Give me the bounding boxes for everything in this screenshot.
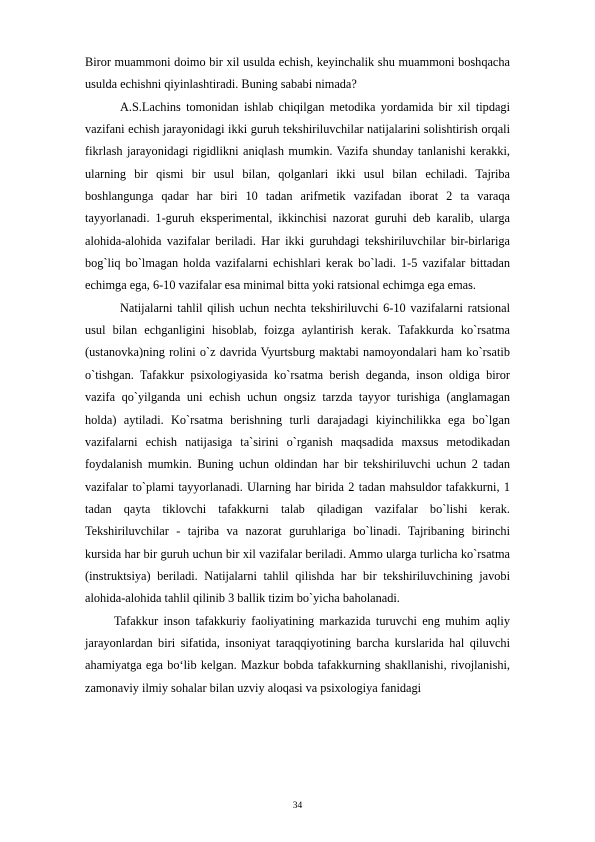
- paragraph-lachins-method: A.S.Lachins tomonidan ishlab chiqilgan metodika yordamida bir xil tipdagi vazifani echish jarayonidagi ikki guruh tekshiriluvchilar natijalarini solishtirish orqali fikrlash jarayonidagi rigidlikni aniqlash mumkin. Vazifa shunday tanlanishi kerakki, ularning bir qismi bir usul bilan, qolganlari ikki usul bilan echiladi. Tajriba boshlangunga qadar har biri 10 tadan arifmetik vazifadan iborat 2 ta varaqa tayyorlanadi. 1-guruh eksperimental, ikkinchisi nazorat guruhi deb karalib, ularga alohida-alohida vazifalar beriladi. Har ikki guruhdagi tekshiriluvchilar bir-birlariga bog`liq bo`lmagan holda vazifalarni echishlari kerak bo`ladi. 1-5 vazifalar bittadan echimga ega, 6-10 vazifalar esa minimal bitta yoki ratsional echimga ega emas.: [85, 99, 510, 293]
- page-number: 34: [292, 801, 303, 811]
- paragraph-results-analysis: Natijalarni tahlil qilish uchun nechta tekshiriluvchi 6-10 vazifalarni ratsional usul bilan echganligini hisoblab, foizga aylantirish kerak. Tafakkurda ko`rsatma (ustanovka)ning rolini o`z davrida Vyurtsburg maktabi namoyondalari ham ko`rsatib o`tishgan. Tafakkur psixologiyasida ko`rsatma berish deganda, inson oldiga biror vazifa qo`yilganda uni echish uchun ongsiz tarzda tayyor turishiga (anglamagan holda) aytiladi. Ko`rsatma berishning turli darajadagi kiyinchilikka ega bo`lgan vazifalarni echish natijasiga ta`sirini o`rganish maqsadida maxsus metodikadan foydalanish mumkin. Buning uchun oldindan har bir tekshiriluvchi uchun 2 tadan vazifalar to`plami tayyorlanadi. Ularning har birida 2 tadan mahsuldor tafakkurni, 1 tadan qayta tiklovchi tafakkurni talab qiladigan vazifalar bo`lishi kerak. Tekshiriluvchilar - tajriba va nazorat guruhlariga bo`linadi. Tajribaning birinchi kursida har bir guruh uchun bir xil vazifalar beriladi. Ammo ularga turlicha ko`rsatma (instruktsiya) beriladi. Natijalarni tahlil qilishda har bir tekshiriluvchining javobi alohida-alohida tahlil qilinib 3 ballik tizim bo`yicha baholanadi.: [85, 300, 510, 606]
- document-body: [85, 51, 510, 699]
- paragraph-intro: Biror muammoni doimo bir xil usulda echish, keyinchalik shu muammoni boshqacha usulda echishni qiyinlashtiradi. Buning sababi nimada?: [85, 55, 510, 92]
- paragraph-thinking-overview: Tafakkur inson tafakkuriy faoliyatining markazida turuvchi eng muhim aqliy jarayonlardan biri sifatida, insoniyat taraqqiyotining barcha kurslarida hal qiluvchi ahamiyatga ega bo‘lib kelgan. Mazkur bobda tafakkurning shakllanishi, rivojlanishi, zamonaviy ilmiy sohalar bilan uzviy aloqasi va psixologiya fanidagi: [85, 613, 510, 695]
